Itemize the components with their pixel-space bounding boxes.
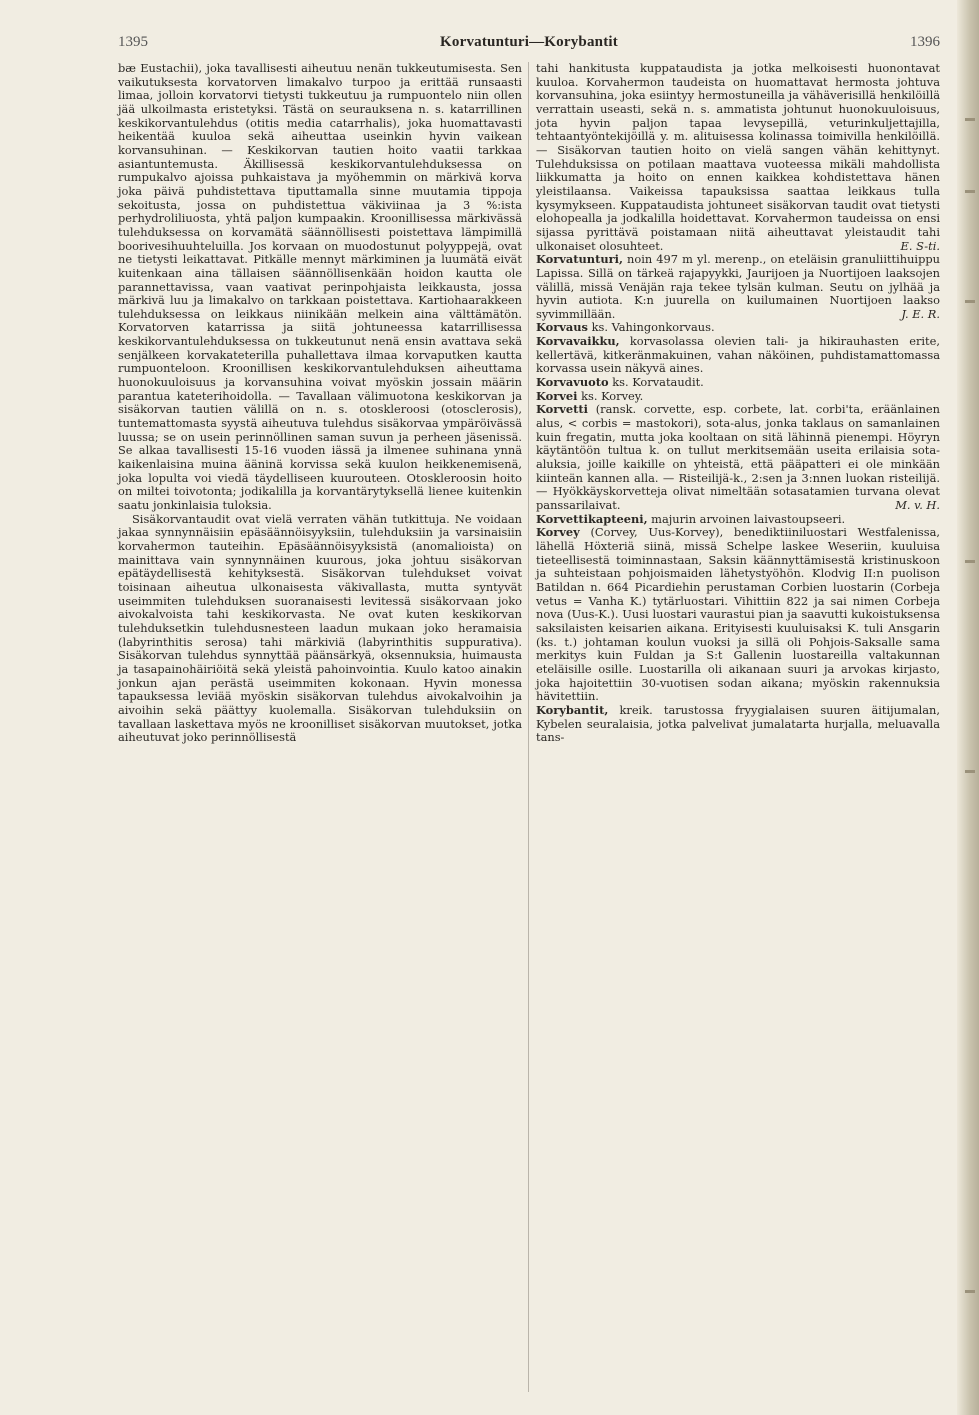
page-number-right: 1396: [910, 34, 940, 50]
edge-mark: [965, 1290, 975, 1293]
dictionary-entry: [536, 704, 940, 745]
entry-text: (Corvey, Uus-Korvey), benediktiiniluostari Westfalenissa, lähellä Höxteriä siinä, missä Schelpe laskee Weseriin, kuuluisa tieteellisestä toiminnastaan, Saksin käännyttämisestä kristinuskoon ja suhteistaan pohjoismaiden lähetystyöhön. Klodvig II:n puolison Batildan n. 664 Picardiehin perustaman Corbien luostarin (Corbeja vetus = Vanha K.) tytärluostari. Vihittiin 822 ja sai nimen Corbeja nova (Uus-K.). Uusi luostari vaurastui pian ja saavutti kukoistuksensa saksilaisten keisarien aikana. Erityisesti kuuluisaksi K. tuli Ansgarin (ks. t.) johtaman koulun vuoksi ja sillä oli Pohjois-Saksalle sama merkitys kuin Fuldan ja S:t Gallenin luostareilla valtakunnan eteläisille osille. Luostarilla oli aikanaan suuri ja arvokas kirjasto, joka hajoitettiin 30-vuotisen sodan aikana; myöskin rakennuksia hävitettiin.: [536, 525, 940, 704]
entry-headword: Korvey: [536, 525, 580, 540]
dictionary-entry: [536, 403, 940, 512]
entry-text: korvasolassa olevien tali- ja hikirauhasten erite, kellertävä, kitkeränmakuinen, vahan näköinen, puhdistamattomassa korvassa usein näkyvä aines.: [536, 334, 941, 376]
edge-mark: [965, 770, 975, 773]
continuation-text: tahi hankitusta kuppataudista ja jotka melkoisesti huonontavat kuuloa. Korvahermon taudeista on huomattavat hermosta johtuva korvansuhina, joka esiintyy hermostuneilla ja vähäverisillä henkilöillä verrattain useasti, sekä n. s. ammatista johtunut huonokuuloisuus, jota hyvin paljon tapaa levysepillä, veturinkuljettajilla, tehtaantyöntekijöillä y. m. alituisessa kolinassa toimivilla henkilöillä. — Sisäkorvan tautien hoito on vielä sangen vähän kehittynyt. Tulehduksissa on potilaan maattava vuoteessa mikäli mahdollista liikkumatta ja hoito on ennen kaikkea kohdistettava hänen yleistilaansa. Vaikeissa tapauksissa saattaa leikkaus tulla kysymykseen. Kuppataudista johtuneet sisäkorvan taudit ovat tietysti elohopealla ja jodkalilla hoidettavat. Korvahermon taudeissa on ensi sijassa pyrittävä poistamaan niitä aiheuttavat yleistaudit tahi ulkonaiset olosuhteet.: [536, 61, 940, 253]
entry-signature: J. E. R.: [901, 306, 940, 321]
left-column: [118, 62, 522, 745]
entry-text: (ransk. corvette, esp. corbete, lat. corbi'ta, eräänlainen alus, < corbis = mastokori), sota-alus, jonka taklaus on samanlainen kuin fregatin, mutta joka kooltaan on sitä lähinnä pienempi. Höyryn käytäntöön tultua k. on tullut merkitsemään useita erilaisia sota-aluksia, joille kaikille on yhteistä, että pääpatteri ei ole minkään kiinteän kannen alla. — Risteilijä-k., 2:sen ja 3:nnen luokan risteilijä. — Hyökkäyskorvetteja olivat nimeltään sotasatamien turvana olevat panssarilaivat.: [536, 402, 941, 512]
entry-text: noin 497 m yl. merenp., on eteläisin granuliittihuippu Lapissa. Sillä on tärkeä rajapyykki, Jaurijoen ja Nuortijoen laaksojen välillä, missä Venäjän raja tekee tylsän kulman. Seutu on jylhää ja hyvin autiota. K:n juurella on kuilumainen Nuortijoen laakso syvimmillään.: [536, 252, 940, 321]
dictionary-entry: [536, 335, 940, 376]
right-continuation: [536, 62, 940, 253]
entry-headword: Korvavaikku,: [536, 334, 620, 349]
column-divider: [528, 62, 529, 1392]
entry-headword: Korvei: [536, 388, 578, 403]
left-paragraph-1: bæ Eustachii), joka tavallisesti aiheutuu nenän tukkeutumisesta. Sen vaikutuksesta korvatorven limakalvo turpoo ja erittää runsaasti limaa, jolloin korvatorvi tietysti tukkeutuu ja rumpuontelo niin ollen jää ulkoilmasta eristetyksi. Tästä on seurauksena n. s. katarrillinen keskikorvantulehdus (otitis media catarrhalis), joka huomattavasti heikentää kuuloa sekä aiheuttaa useinkin hyvin vaikean korvansuhinan. — Keskikorvan tautien hoito vaatii tarkkaa asiantuntemusta. Äkillisessä keskikorvantulehduksessa on rumpukalvo ajoissa puhkaistava ja myöhemmin on märkivä korva joka päivä puhdistettava tiputtamalla sinne muutamia tippoja sekoitusta, jossa on puhdistettua väkiviinaa ja 3 %:ista perhydroliliuosta, yhtä paljon kumpaakin. Kroonillisessa märkivässä tulehduksessa on korvamätä säännöllisesti poistettava lämpimillä boorivesihuuhteluilla. Jos korvaan on muodostunut polyyppejä, ovat ne tietysti leikattavat. Pitkälle mennyt märkiminen ja luumätä eivät kuitenkaan aina tällaisen säännöllisenkään hoidon kautta ole parannettavissa, vaan vaativat perinpohjaista leikkausta, jossa märkivä luu ja limakalvo on tarkkaan poistettava. Kartiohaarakkeen tulehduksessa on leikkaus niinikään melkein aina välttämätön. Korvatorven katarrissa ja siitä johtuneessa katarrillisessa keskikorvantulehduksessa on tukkeutunut nenä ensin avattava sekä senjälkeen korvakateterilla puhallettava ilmaa korvaputken kautta rumpuonteloon. Kroonillisen keskikorvantulehduksen aiheuttama huonokuuloisuus ja korvansuhina voivat myöskin jossain määrin parantua kateterihoidolla. — Tavallaan välimuotona keskikorvan ja sisäkorvan tautien välillä on n. s. otoskleroosi (otosclerosis), tuntemattomasta syystä aiheutuva tulehdus sisäkorvaa ympäröivässä luussa; se on usein perinnöllinen saman suvun ja perheen jäsenissä. Se alkaa tavallisesti 15-16 vuoden iässä ja ilmenee suhinana ynnä kaikenlaisina muina ääninä korvissa sekä kuulon heikkenemisenä, joka lopulta voi viedä täydelliseen kuurouteen. Otoskleroosin hoito on miltei toivotonta; jodikalilla ja korvantärytyksellä lienee kuitenkin saatu jonkinlaisia tuloksia.: [118, 61, 522, 512]
entry-text: kreik. tarustossa fryygialaisen suuren äitijumalan, Kybelen seuralaisia, jotka palvelivat jumalatarta hurjalla, meluavalla tans-: [536, 702, 941, 745]
dictionary-entry: [536, 526, 940, 704]
dictionary-entry: [536, 390, 940, 404]
entry-headword: Korybantit,: [536, 702, 609, 717]
page-number-left: 1395: [118, 34, 148, 50]
entry-headword: Korvaus: [536, 320, 588, 335]
left-paragraph-2: Sisäkorvantaudit ovat vielä verraten vähän tutkittuja. Ne voidaan jakaa synnynnäisiin epäsäännöisyyksiin, tulehduksiin ja varsinaisiin korvahermon tauteihin. Epäsäännöisyyksistä (anomalioista) on mainittava vain synnynnäinen kuurous, joka johtuu sisäkorvan epätäydellisestä kehityksestä. Sisäkorvan tulehdukset voivat toisinaan aiheutua ulkonaisesta väkivallasta, mutta syntyvät useimmiten tulehduksen suoranaisesti levitessä sisäkorvaan joko aivokalvoista tahi keskikorvasta. Ne ovat kuten keskikorvan tulehduksetkin tulehdusnesteen laadun mukaan joko heramaisia (labyrinthitis serosa) tahi märkiviä (labyrinthitis suppurativa). Sisäkorvan tulehdus synnyttää päänsärkyä, oksennuksia, huimausta ja tasapainohäiriöitä sekä yleistä pahoinvointia. Kuulo katoo ainakin jonkun ajan perästä useimmiten kokonaan. Hyvin monessa tapauksessa leviää myöskin sisäkorvan tulehdus aivokalvoihin ja aivoihin sekä päättyy kuolemalla. Sisäkorvan tulehduksiin on tavallaan laskettava myös ne kroonilliset sisäkorvan muutokset, jotka aiheutuvat joko perinnöllisestä: [118, 511, 522, 745]
continuation-signature: E. S-ti.: [900, 238, 940, 253]
entry-text: ks. Korvataudit.: [612, 375, 704, 390]
page-header: [118, 34, 940, 56]
page-edge: [957, 0, 979, 1415]
edge-mark: [965, 118, 975, 121]
edge-mark: [965, 300, 975, 303]
running-title: Korvatunturi—Korybantit: [440, 34, 618, 50]
dictionary-entry: [536, 321, 940, 335]
entry-signature: M. v. H.: [895, 498, 940, 512]
dictionary-entry: [536, 376, 940, 390]
dictionary-entry: [536, 513, 940, 527]
entry-text: ks. Korvey.: [581, 388, 644, 403]
entry-headword: Korvatunturi,: [536, 252, 623, 267]
edge-mark: [965, 560, 975, 563]
entry-text: ks. Vahingonkorvaus.: [591, 320, 715, 335]
entry-text: majurin arvoinen laivastoupseeri.: [651, 511, 846, 526]
right-column: [536, 62, 940, 745]
dictionary-entry: [536, 253, 940, 321]
edge-mark: [965, 190, 975, 193]
entry-headword: Korvetti: [536, 402, 588, 417]
entry-list: [536, 253, 940, 745]
entry-headword: Korvavuoto: [536, 375, 609, 390]
entry-headword: Korvettikapteeni,: [536, 511, 648, 526]
